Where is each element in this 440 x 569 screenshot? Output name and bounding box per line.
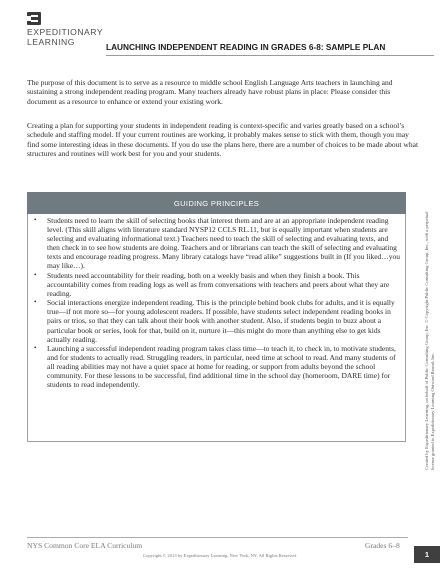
principle-text: Students need accountability for their reading, both on a weekly basis and when they finish a book. This accountability comes from reading logs as well as from conversations with teachers and peers about what they are reading.	[47, 270, 390, 298]
list-item	[33, 216, 401, 271]
guiding-principles-list	[33, 216, 401, 390]
side-copyright	[424, 170, 436, 470]
footer-copyright: Copyright © 2013 by Expeditionary Learning, New York, NY. All Rights Reserved.	[143, 553, 297, 558]
principle-text: Launching a successful independent reading program takes class time—to teach it, to check in, to motivate students, and for students to actually read. Struggling readers, in particular, need time at school to read. And many students of all reading abilities may not have a quiet space at home for reading, or support from adults beyond the school community. For these lessons to be successful, find additional time in the school day (homeroom, DARE time) for students to read independently.	[47, 343, 396, 390]
title-divider	[106, 55, 434, 56]
intro-text: The purpose of this document is to serve as a resource to middle school English Language Arts teachers in launching and sustaining a strong independent reading program. Many teachers already have robust plans in place: Please consider this document as a resource to enhance or extend your existing work.	[27, 78, 393, 106]
guiding-principles-heading: GUIDING PRINCIPLES	[27, 192, 406, 214]
footer-curriculum: NYS Common Core ELA Curriculum	[27, 541, 143, 550]
document-title: LAUNCHING INDEPENDENT READING IN GRADES 6-8: SAMPLE PLAN	[106, 42, 386, 52]
side-copyright-line-2: license granted to Expeditionary Learning Outward Bound, Inc.	[430, 352, 435, 470]
footer-divider	[27, 537, 408, 538]
list-item	[33, 298, 401, 343]
plan-paragraph	[27, 121, 419, 158]
logo-line-1: EXPEDITIONARY	[27, 27, 104, 37]
page-number: 1	[414, 546, 440, 563]
bullet-icon: •	[34, 343, 37, 352]
logo-wordmark	[27, 28, 103, 47]
principle-text: Students need to learn the skill of selecting books that interest them and are at an appropriate independent reading level. (This skill aligns with literature standard NYSP12 CCLS RL.11, but is equally important when students are selecting and evaluating informational text.) Teachers need to teach the skill of selecting and evaluating texts, and then check in to see how students are doing. Teachers and or librarians can teach the skill of selecting and evaluating texts and encourage reading progress. Many library catalogs have “read alike” suggestions built in (If you liked…you may like…).	[47, 216, 401, 271]
logo-notch	[27, 16, 31, 21]
logo-line-2: LEARNING	[27, 36, 75, 47]
bullet-icon: •	[34, 298, 37, 307]
intro-paragraph	[27, 78, 419, 106]
list-item	[33, 271, 401, 298]
list-item	[33, 344, 401, 389]
footer-grades: Grades 6–8	[365, 541, 400, 550]
plan-text: Creating a plan for supporting your students in independent reading is context-specific and varies greatly based on a school’s schedule and staffing model. If your current routines are working, it probably makes sense to stick with them, though you may find some interesting ideas in these documents. If you do use the plans here, there are a number of choices to be made about what structures and routines will work best for you and your students.	[27, 121, 419, 158]
principle-text: Social interactions energize independent reading. This is the principle behind book clubs for adults, and it is equally true—if not more so—for young adolescent readers. If possible, have students select independent reading books in pairs or trios, so that they can talk about their book with another student. Also, if students begin to buzz about a particular book or series, look for that, build on it, nurture it—this might do more than anything else to get kids actually reading.	[47, 298, 395, 344]
bullet-icon: •	[34, 216, 37, 224]
side-copyright-line-1: Created by Expeditionary Learning, on behalf of Public Consulting Group, Inc. © Copyright Public Consulting Group, Inc., with a perpetual	[424, 211, 429, 470]
bullet-icon: •	[34, 270, 37, 279]
